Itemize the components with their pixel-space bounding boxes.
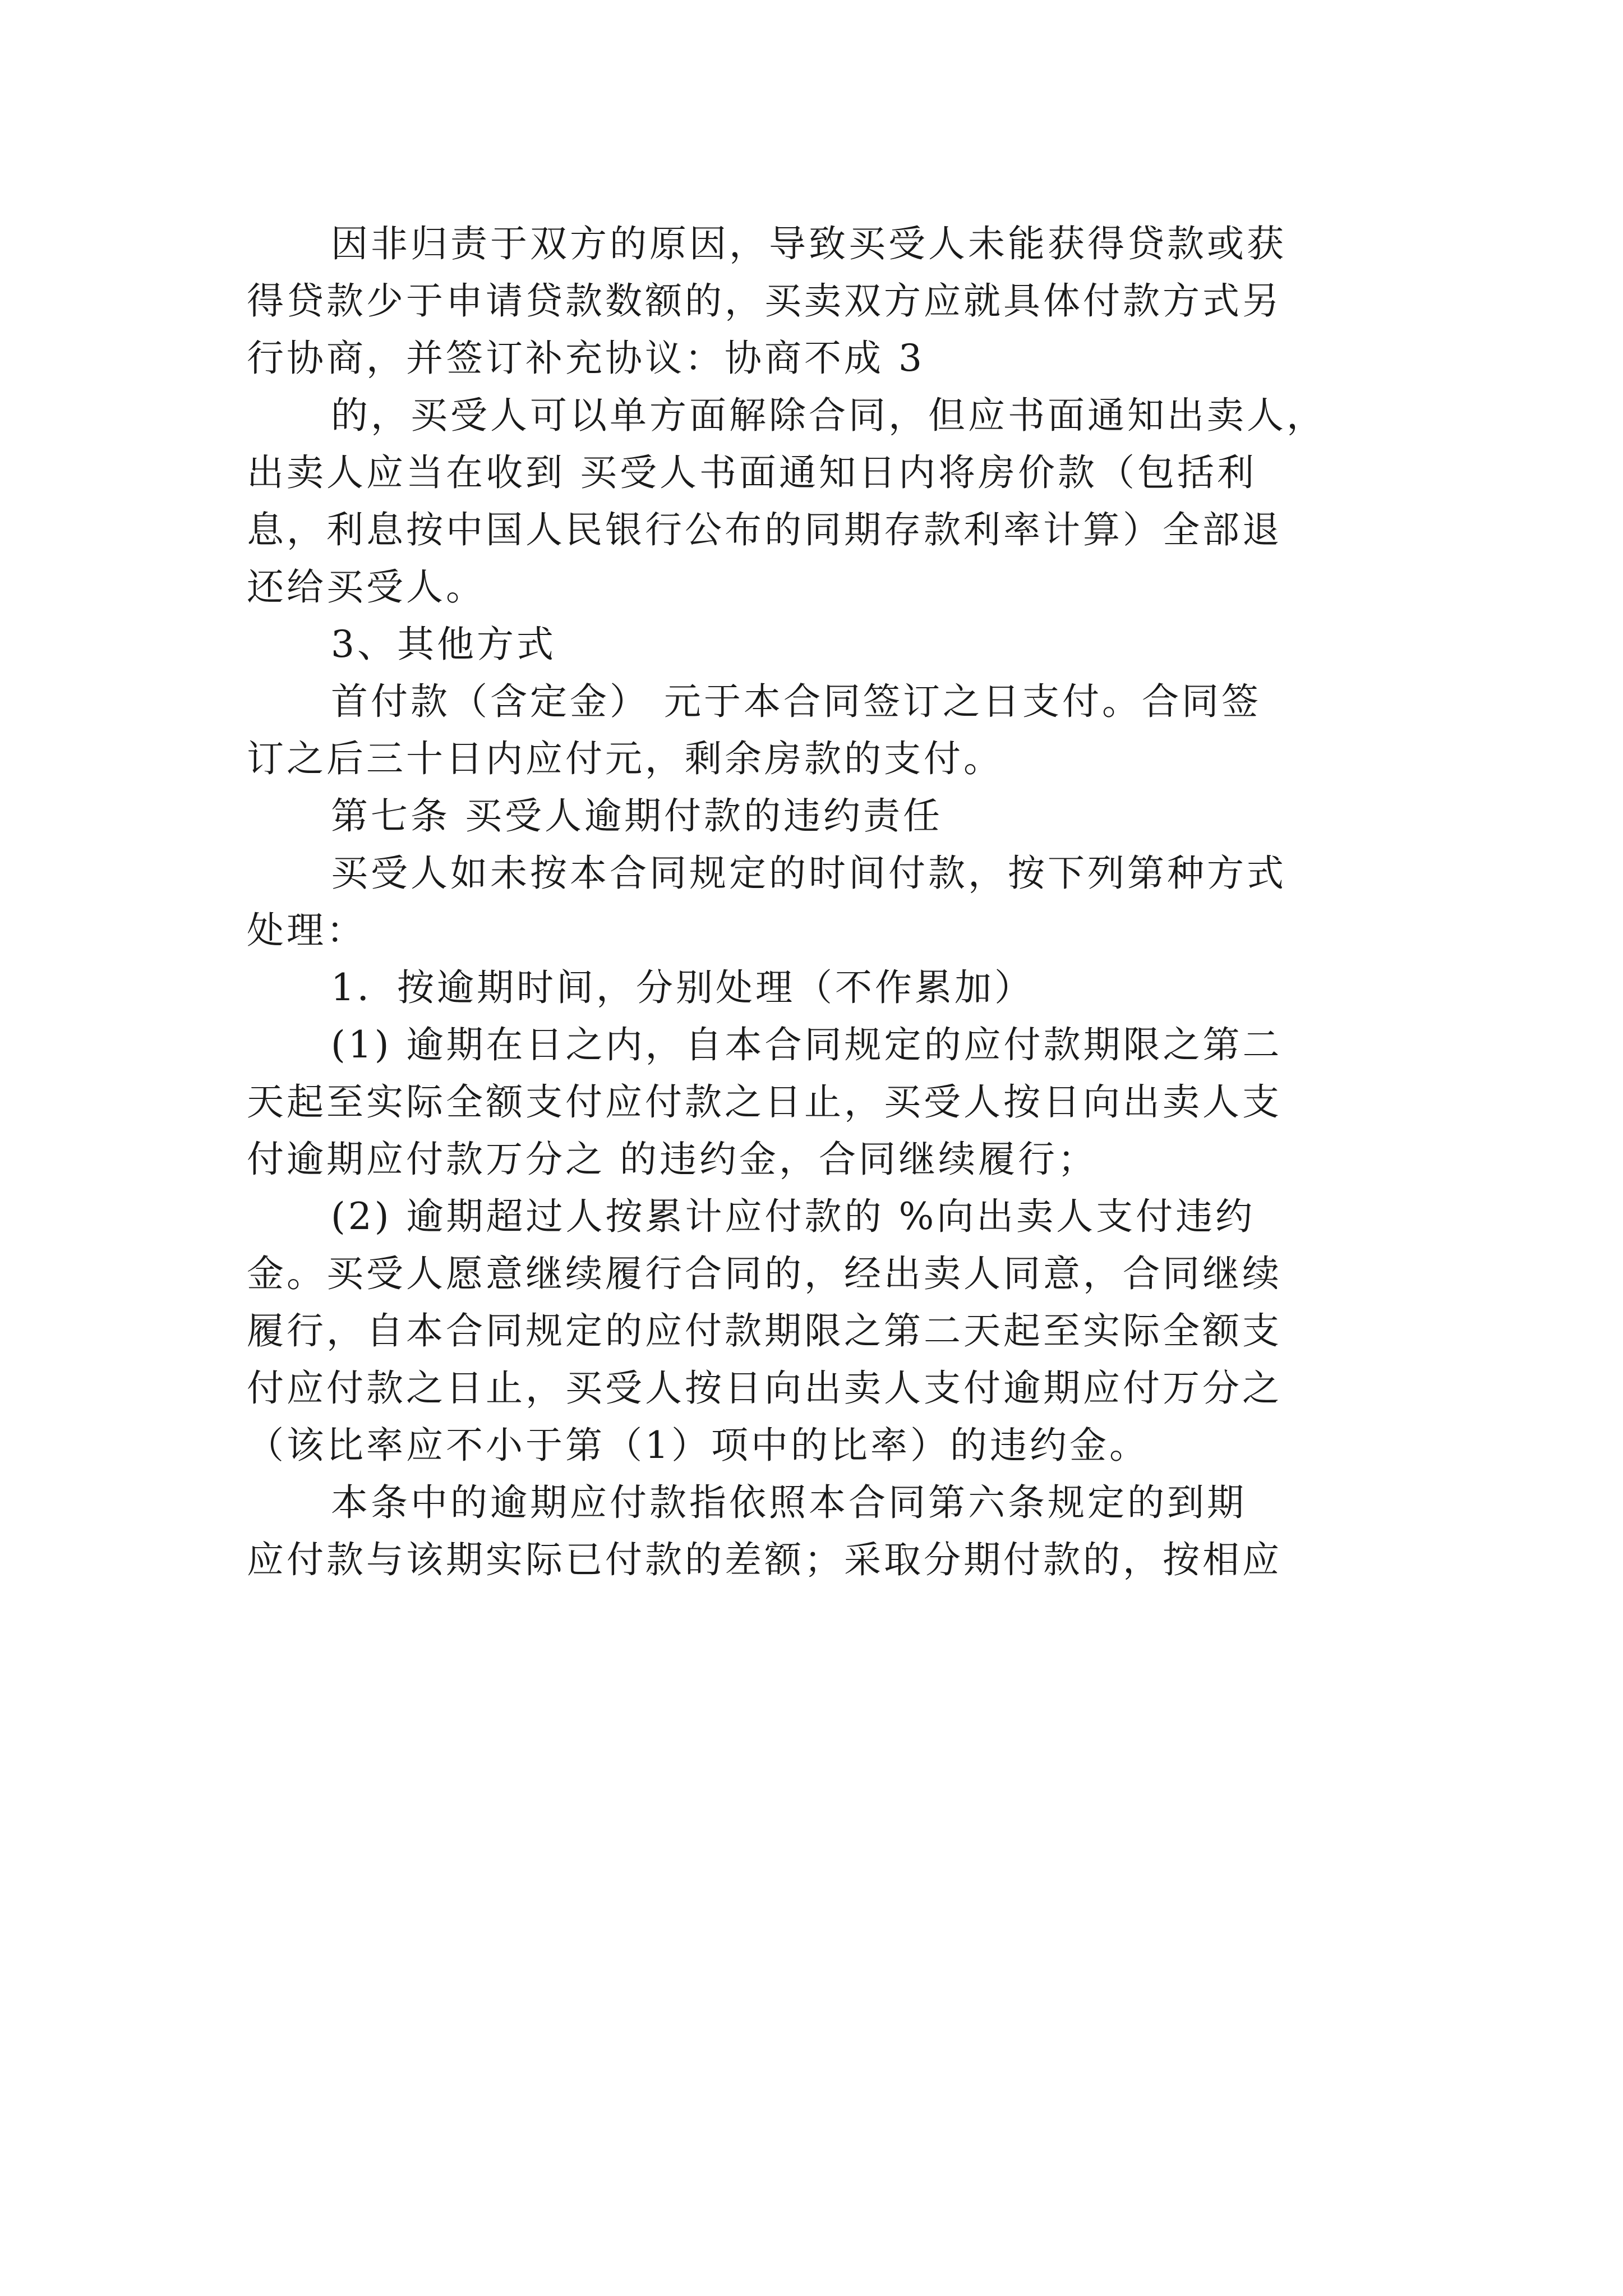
text-line: 付逾期应付款万分之 的违约金，合同继续履行； bbox=[247, 1138, 1098, 1181]
text-line: 行协商，并签订补充协议：协商不成 3 bbox=[247, 337, 925, 380]
text-line: 首付款（含定金） 元于本合同签订之日支付。合同签 bbox=[331, 680, 1261, 723]
text-line: 订之后三十日内应付元，剩余房款的支付。 bbox=[247, 737, 1003, 780]
text-line: 买受人如未按本合同规定的时间付款，按下列第种方式 bbox=[331, 852, 1287, 895]
text-line: 得贷款少于申请贷款数额的，买卖双方应就具体付款方式另 bbox=[247, 279, 1282, 323]
text-line: 付应付款之日止，买受人按日向出卖人支付逾期应付万分之 bbox=[247, 1366, 1282, 1410]
text-line: 处理： bbox=[247, 909, 366, 952]
text-line: 金。买受人愿意继续履行合同的，经出卖人同意，合同继续 bbox=[247, 1252, 1282, 1295]
section-heading: 第七条 买受人逾期付款的违约责任 bbox=[331, 794, 943, 838]
text-line: 应付款与该期实际已付款的差额；采取分期付款的，按相应 bbox=[247, 1538, 1282, 1581]
text-line: 履行，自本合同规定的应付款期限之第二天起至实际全额支 bbox=[247, 1309, 1282, 1352]
text-line: 3、其他方式 bbox=[331, 623, 556, 666]
text-line: (2) 逾期超过人按累计应付款的 %向出卖人支付违约 bbox=[331, 1195, 1256, 1238]
text-line: （该比率应不小于第（1）项中的比率）的违约金。 bbox=[247, 1424, 1149, 1467]
text-line: 的，买受人可以单方面解除合同，但应书面通知出卖人， bbox=[331, 394, 1326, 437]
text-line: 息，利息按中国人民银行公布的同期存款利率计算）全部退 bbox=[247, 508, 1282, 551]
text-line: 还给买受人。 bbox=[247, 565, 486, 609]
text-line: (1) 逾期在日之内，自本合同规定的应付款期限之第二 bbox=[331, 1023, 1283, 1066]
text-line: 天起至实际全额支付应付款之日止，买受人按日向出卖人支 bbox=[247, 1080, 1282, 1124]
text-line: 本条中的逾期应付款指依照本合同第六条规定的到期 bbox=[331, 1481, 1247, 1524]
text-line: 1．按逾期时间，分别处理（不作累加） bbox=[331, 966, 1034, 1009]
text-line: 因非归责于双方的原因，导致买受人未能获得贷款或获 bbox=[331, 222, 1287, 265]
text-line: 出卖人应当在收到 买受人书面通知日内将房价款（包括利 bbox=[247, 451, 1257, 494]
